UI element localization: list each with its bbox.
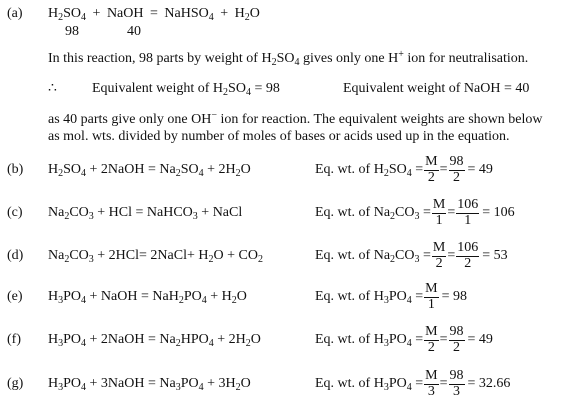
fraction-m-denominator: 2 — [427, 339, 435, 355]
ew-part-0: Eq. wt. of H — [315, 376, 384, 391]
ew-part-3: 3 — [414, 211, 420, 222]
text1-g: ion for neutralisation. — [403, 51, 529, 66]
eq-weight-label — [315, 249, 431, 263]
equivalent-weight-h2so4 — [92, 82, 280, 96]
reaction-equation — [48, 206, 242, 220]
reaction-equation — [48, 163, 251, 177]
eq-part-6: + NaCl — [197, 205, 243, 220]
eqw1-b: 2 — [223, 87, 229, 98]
fraction-value — [456, 198, 479, 228]
ew-part-2: SO — [388, 162, 407, 177]
fraction-value-denominator: 1 — [464, 212, 472, 228]
ew-part-2: PO — [388, 289, 407, 304]
row-label: (d) — [7, 248, 24, 263]
eq-a-sub3: 4 — [208, 12, 214, 23]
ew-part-4: = — [411, 376, 424, 391]
fraction-m — [424, 325, 438, 355]
result-value: = 49 — [467, 162, 493, 177]
eq-part-8: + 2H — [203, 162, 236, 177]
eq-part-5: 2 — [208, 254, 214, 265]
label-a: (a) — [7, 6, 23, 21]
ew-part-2: CO — [395, 248, 415, 263]
ew-part-1: 3 — [383, 382, 389, 393]
ew-part-1: 3 — [383, 338, 389, 349]
eq-part-1: 3 — [58, 338, 64, 349]
ew-part-0: Eq. wt. of Na — [315, 248, 391, 263]
result-value: = 32.66 — [467, 376, 511, 391]
fraction-m-numerator: M — [425, 367, 438, 383]
eq-part-0: H — [48, 289, 59, 304]
eq-part-6: SO — [180, 162, 199, 177]
reaction-equation — [48, 290, 247, 304]
eq-part-4: + HCl = NaHCO — [93, 205, 193, 220]
fraction-m — [432, 198, 446, 228]
paragraph-a-2 — [48, 110, 543, 127]
fraction-m-denominator: 1 — [427, 296, 435, 312]
eq-part-6: HPO — [180, 332, 209, 347]
eq-a-naoh: NaOH — [106, 6, 144, 21]
equivalent-weight-expression — [315, 281, 467, 313]
equivalent-weight-expression — [315, 197, 515, 229]
eq-part-3: 3 — [88, 211, 94, 222]
eq-part-2: PO — [63, 289, 82, 304]
eq-weight-label — [315, 377, 423, 391]
fraction-m — [424, 282, 438, 312]
eq-part-6: PO — [180, 376, 199, 391]
equivalent-weight-expression — [315, 368, 510, 400]
fraction-m-numerator: M — [425, 323, 438, 339]
eq-a-equals: = — [149, 6, 158, 21]
eq-a-plus1: + — [92, 6, 101, 21]
equals-sign: = — [439, 162, 448, 177]
eq-part-0: Na — [48, 205, 65, 220]
ew-part-1: 2 — [390, 211, 396, 222]
fraction-value-numerator: 98 — [449, 367, 464, 383]
result-value: = 49 — [467, 332, 493, 347]
eq-part-3: 4 — [81, 168, 87, 179]
eq-part-3: 4 — [81, 295, 87, 306]
row-label: (f) — [7, 332, 21, 347]
mass-naoh: 40 — [127, 24, 141, 39]
eq-part-5: 2 — [178, 295, 184, 306]
ew-part-4: = — [411, 289, 424, 304]
fraction-m-numerator: M — [432, 196, 446, 212]
fraction-value — [449, 155, 465, 185]
equivalent-weight-naoh: Equivalent weight of NaOH = 40 — [343, 81, 530, 96]
text1-d: 4 — [294, 57, 300, 68]
equals-sign: = — [439, 376, 448, 391]
text1-f: + — [398, 49, 404, 60]
eq-part-7: 4 — [198, 168, 204, 179]
eq-part-8: + 3H — [203, 376, 236, 391]
reaction-equation — [48, 249, 263, 263]
eq-part-6: O + CO — [213, 248, 258, 263]
eq-part-5: 3 — [192, 211, 198, 222]
fraction-m-denominator: 2 — [427, 169, 435, 185]
fraction-m-denominator: 1 — [435, 212, 443, 228]
eq-a-sub1: 2 — [58, 12, 64, 23]
eqw1-c: SO — [228, 81, 246, 96]
eq-part-8: + H — [206, 289, 232, 304]
equals-sign: = — [439, 332, 448, 347]
fraction-m-denominator: 2 — [435, 255, 443, 271]
ew-part-3: 3 — [414, 254, 420, 265]
eq-part-5: 3 — [175, 382, 181, 393]
ew-part-4: = — [411, 332, 424, 347]
eq-a-h: H — [48, 6, 59, 21]
fraction-value-denominator: 2 — [453, 169, 460, 185]
equals-sign: = — [447, 248, 456, 263]
eq-part-10: O — [240, 376, 251, 391]
eq-a-so: SO — [63, 6, 82, 21]
equivalent-weight-expression — [315, 154, 493, 186]
eq-part-2: CO — [69, 248, 89, 263]
text2-a: as 40 parts give only one OH — [48, 112, 212, 127]
therefore-symbol: ∴ — [48, 81, 57, 96]
ew-part-2: PO — [388, 332, 407, 347]
fraction-m — [432, 241, 446, 271]
eq-part-0: H — [48, 376, 59, 391]
fraction-m — [424, 155, 438, 185]
eq-part-9: 2 — [231, 295, 237, 306]
fraction-value-numerator: 98 — [449, 153, 464, 169]
text1-a: In this reaction, 98 parts by weight of H — [48, 51, 272, 66]
eq-a-nahso: NaHSO — [164, 6, 209, 21]
eq-a-sub2: 4 — [81, 12, 87, 23]
fraction-value-numerator: 106 — [457, 239, 479, 255]
eq-part-9: 2 — [245, 338, 251, 349]
eq-a-plus2: + — [220, 6, 229, 21]
text2-b: − — [211, 110, 217, 121]
ew-part-3: 4 — [406, 338, 412, 349]
row-label: (c) — [7, 205, 23, 220]
ew-part-4: = — [419, 248, 431, 263]
eq-part-1: 3 — [58, 382, 64, 393]
row-label: (b) — [7, 162, 24, 177]
eq-part-1: 2 — [64, 254, 70, 265]
result-value: = 106 — [482, 205, 515, 220]
eqw1-e: = 98 — [250, 81, 280, 96]
fraction-value-denominator: 3 — [453, 383, 460, 399]
eq-part-8: + 2H — [213, 332, 246, 347]
eq-part-2: PO — [63, 332, 82, 347]
eq-part-7: 2 — [257, 254, 263, 265]
fraction-value-denominator: 2 — [464, 255, 472, 271]
ew-part-3: 4 — [406, 295, 412, 306]
eq-part-3: 4 — [81, 338, 87, 349]
fraction-m — [424, 369, 438, 399]
eq-part-2: SO — [63, 162, 82, 177]
eq-weight-label — [315, 290, 423, 304]
result-value: = 53 — [482, 248, 508, 263]
row-label: (e) — [7, 289, 23, 304]
mass-h2so4: 98 — [65, 24, 79, 39]
eq-part-1: 2 — [64, 211, 70, 222]
ew-part-0: Eq. wt. of H — [315, 162, 384, 177]
eq-part-0: H — [48, 332, 59, 347]
eq-part-10: O — [240, 162, 251, 177]
text1-c: SO — [276, 51, 295, 66]
eq-part-2: CO — [69, 205, 89, 220]
fraction-m-numerator: M — [425, 153, 438, 169]
eq-part-7: 4 — [198, 382, 204, 393]
eq-part-4: + 3NaOH = Na — [86, 376, 176, 391]
row-label: (g) — [7, 376, 24, 391]
eq-part-1: 2 — [58, 168, 64, 179]
eq-part-3: 3 — [88, 254, 94, 265]
eq-part-0: H — [48, 162, 59, 177]
ew-part-3: 4 — [406, 168, 412, 179]
eq-part-4: + 2NaOH = Na — [86, 332, 176, 347]
fraction-value — [456, 241, 479, 271]
fraction-value — [449, 325, 465, 355]
ew-part-1: 2 — [390, 254, 396, 265]
fraction-value — [449, 369, 465, 399]
ew-part-4: = — [411, 162, 424, 177]
eq-part-7: 4 — [201, 295, 207, 306]
eq-part-10: O — [250, 332, 261, 347]
eq-part-0: Na — [48, 248, 65, 263]
paragraph-a-1 — [48, 49, 529, 68]
ew-part-0: Eq. wt. of Na — [315, 205, 391, 220]
equation-a — [48, 7, 260, 21]
eq-weight-label — [315, 163, 423, 177]
eq-part-4: + 2NaOH = Na — [86, 162, 176, 177]
ew-part-0: Eq. wt. of H — [315, 289, 384, 304]
eq-weight-label — [315, 333, 423, 347]
eq-a-h2o-o: O — [249, 6, 260, 21]
ew-part-2: PO — [388, 376, 407, 391]
equals-sign: = — [447, 205, 456, 220]
eq-part-4: + 2HCl= 2NaCl+ H — [93, 248, 209, 263]
fraction-value-numerator: 98 — [449, 323, 464, 339]
eq-part-9: 2 — [235, 382, 241, 393]
equivalent-weight-expression — [315, 240, 508, 272]
ew-part-0: Eq. wt. of H — [315, 332, 384, 347]
fraction-m-numerator: M — [432, 239, 446, 255]
eq-part-10: O — [236, 289, 247, 304]
ew-part-3: 4 — [406, 382, 412, 393]
eqw1-d: 4 — [245, 87, 251, 98]
eq-part-1: 3 — [58, 295, 64, 306]
reaction-equation — [48, 377, 251, 391]
eq-a-h2o-h: H — [234, 6, 245, 21]
paragraph-a-3: as mol. wts. divided by number of moles of bases or acids used up in the equation. — [48, 129, 510, 144]
ew-part-4: = — [419, 205, 431, 220]
eqw1-a: Equivalent weight of H — [92, 81, 224, 96]
eq-a-sub4: 2 — [244, 12, 250, 23]
eq-part-9: 2 — [235, 168, 241, 179]
ew-part-1: 2 — [383, 168, 389, 179]
text1-e: gives only one H — [299, 51, 399, 66]
eq-part-7: 4 — [208, 338, 214, 349]
fraction-value-numerator: 106 — [457, 196, 479, 212]
fraction-m-numerator: M — [425, 280, 438, 296]
text1-b: 2 — [271, 57, 277, 68]
ew-part-1: 3 — [383, 295, 389, 306]
eq-part-5: 2 — [175, 338, 181, 349]
eq-part-5: 2 — [175, 168, 181, 179]
equivalent-weight-expression — [315, 324, 493, 356]
eq-weight-label — [315, 206, 431, 220]
eq-part-4: + NaOH = NaH — [86, 289, 179, 304]
fraction-value-denominator: 2 — [453, 339, 460, 355]
eq-part-6: PO — [183, 289, 202, 304]
result-value: = 98 — [441, 289, 467, 304]
eq-part-3: 4 — [81, 382, 87, 393]
reaction-equation — [48, 333, 261, 347]
text2-c: ion for reaction. The equivalent weights are shown below — [216, 112, 543, 127]
ew-part-2: CO — [395, 205, 415, 220]
fraction-m-denominator: 3 — [427, 383, 435, 399]
eq-part-2: PO — [63, 376, 82, 391]
